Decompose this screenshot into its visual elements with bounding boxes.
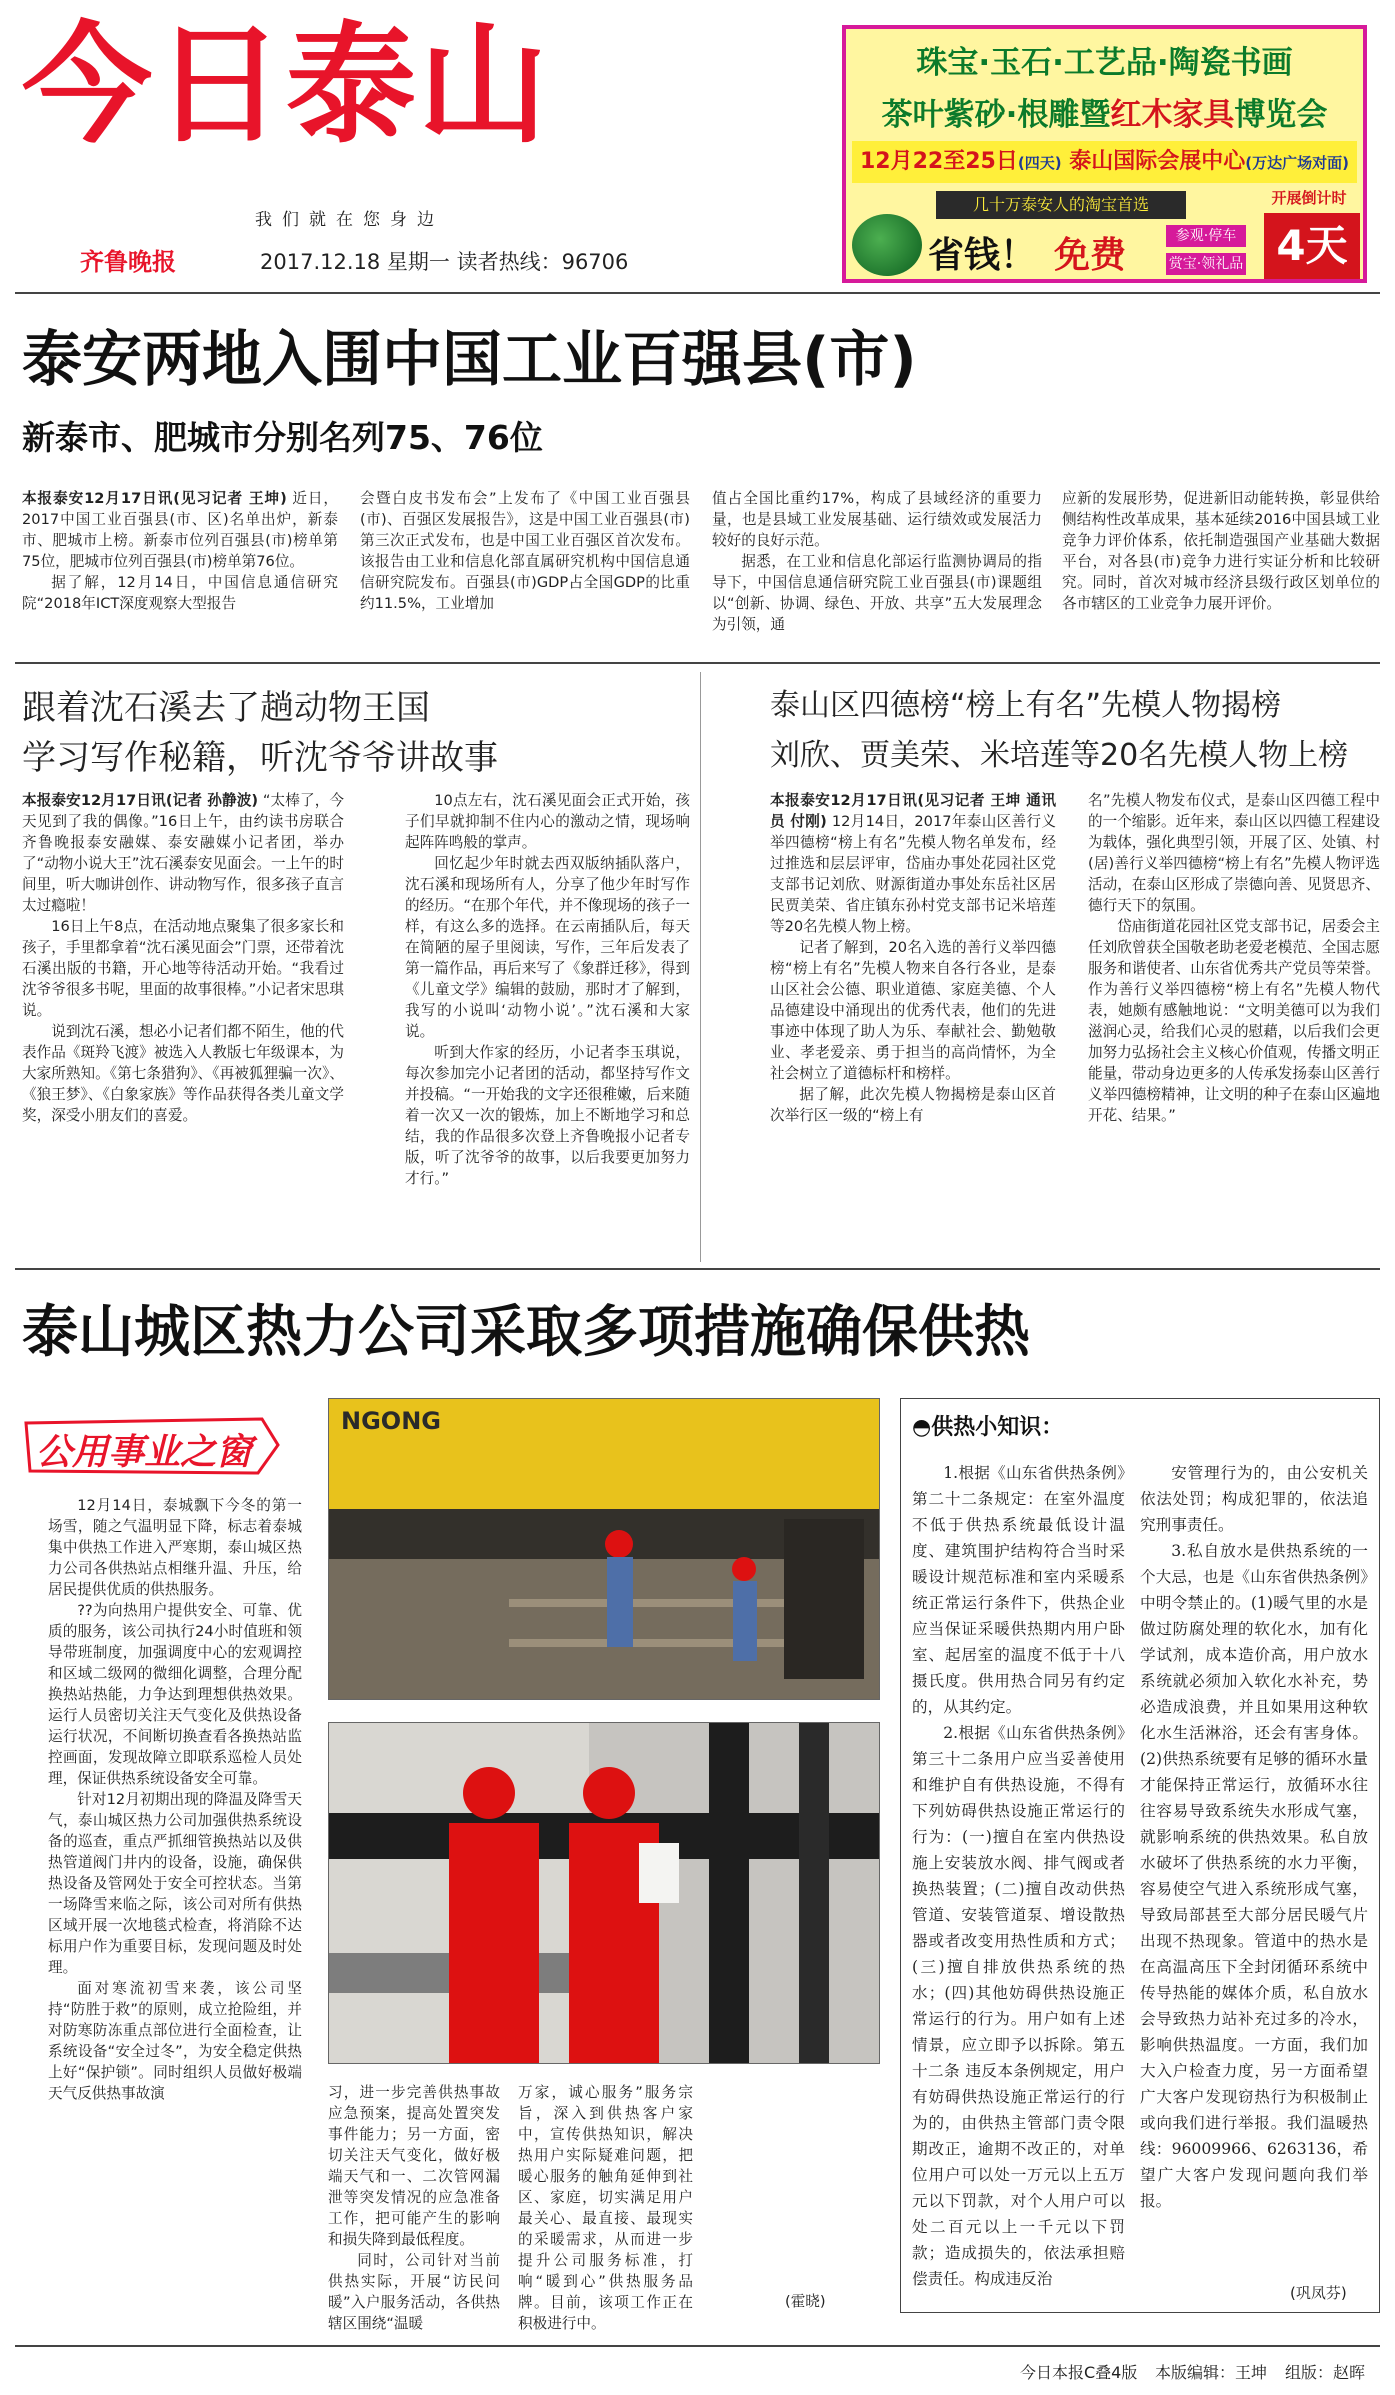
heating-station-photo-1 bbox=[328, 1398, 880, 1700]
ad-date-venue bbox=[852, 141, 1357, 183]
article1-col3 bbox=[712, 488, 1042, 648]
tips-col2 bbox=[1140, 1460, 1368, 2275]
article2-p2: 16日上午8点，在活动地点聚集了很多家长和孩子，手里都拿着“沈石溪见面会”门票，还带着沈石溪出版的书籍，开心地等待活动开始。“我看过沈爷爷很多书呢，里面的故事很棒。”小记者宋思琪说。 bbox=[22, 918, 344, 1019]
ad-perk1: 参观·停车 bbox=[1166, 225, 1246, 247]
pipes-photo-icon bbox=[329, 1723, 879, 2063]
ad-ornament-icon bbox=[852, 214, 922, 276]
ad-line2-c: 博览会 bbox=[1234, 97, 1328, 133]
article1-col3b-text: 据悉，在工业和信息化部运行监测协调局的指导下，中国信息通信研究院工业百强县(市)课题组以“创新、协调、绿色、开放、共享”五大发展理念为引领，通 bbox=[712, 553, 1042, 633]
tips-byline: (巩凤芬) bbox=[1290, 2284, 1347, 2302]
ad-free: 免费 bbox=[1054, 235, 1127, 276]
tip-4: 3.私自放水是供热系统的一个大忌，也是《山东省供热条例》中明令禁止的。(1)暖气里的水是做过防腐处理的软化水，加有化学试剂，成本造价高，用户放水系统就必须加入软化水补充，势必造成浪费，并且如果用这种软化水生活淋浴，还会有害身体。(2)供热系统要有足够的循环水量才能保持正常运行，放循环水往往容易导致系统失水形成气塞，就影响系统的供热效果。私自放水破坏了供热系统的水力平衡，容易使空气进入系统形成气塞，导致局部甚至大部分居民暖气片出现不热现象。管道中的热水是在高温高压下全封闭循环系统中传导热能的媒体介质，私自放水会导致热力站补充过多的冷水，影响供热温度。一方面，我们加大入户检查力度，另一方面希望广大客户发现窃热行为积极制止或向我们进行举报。我们温暖热线：96009966、6263136，希望广大客户发现问题向我们举报。 bbox=[1140, 1542, 1368, 2210]
tips-heading bbox=[912, 1410, 1063, 1441]
article4-col1 bbox=[48, 1495, 302, 2235]
ad-date-sub: (四天) bbox=[1017, 154, 1062, 172]
masthead-brand: 齐鲁晚报 bbox=[80, 247, 176, 276]
masthead-logo: 今日泰山 bbox=[22, 9, 551, 161]
ad-venue-sub: (万达广场对面) bbox=[1245, 154, 1349, 172]
footer-rule bbox=[15, 2345, 1380, 2347]
article3-col1 bbox=[770, 790, 1056, 1260]
article1-col4 bbox=[1062, 488, 1380, 648]
article1-lead: 本报泰安12月17日讯(见习记者 王坤) bbox=[22, 490, 287, 507]
ad-line1: 珠宝·玉石·工艺品·陶瓷书画 bbox=[916, 45, 1293, 81]
masthead-slogan: 我们就在您身边 bbox=[255, 210, 444, 230]
article3-col2 bbox=[1088, 790, 1380, 1260]
article4-p3: 针对12月初期出现的降温及降雪天气，泰山城区热力公司加强供热系统设备的巡查，重点严抓细管换热站以及供热管道阀门井内的设备，设施，确保供热设备及管网处于安全可控状态。当第一场降雪来临之际，该公司对所有供热区域开展一次地毯式检查，将消除不达标用户作为重要目标，发现问题及时处理。 bbox=[48, 1791, 302, 1976]
article1-col2-text: 会暨白皮书发布会”上发布了《中国工业百强县(市)、百强区发展报告》，这是中国工业百强县(市)第三次正式发布，也是中国工业百强区首次发布。该报告由工业和信息化部直属研究机构中国信息通信研究院发布。百强县(市)GDP占全国GDP的比重约11.5%，工业增加 bbox=[360, 490, 690, 612]
ad-countdown-label: 开展倒计时 bbox=[1271, 189, 1347, 207]
ad-date: 12月22至25日 bbox=[860, 149, 1018, 174]
article2-p6: 听到大作家的经历，小记者李玉琪说，每次参加完小记者团的活动，都坚持写作文并投稿。“一开始我的文字还很稚嫩，后来随着一次又一次的锻炼，加上不断地学习和总结，我的作品很多次登上齐鲁晚报小记者专版，听了沈爷爷的故事，以后我要更加努力才行。” bbox=[405, 1044, 690, 1187]
masthead-dateline: 2017.12.18 星期一 读者热线：96706 bbox=[260, 250, 629, 274]
article4-p1: 12月14日，泰城飘下今冬的第一场雪，随之气温明显下降，标志着泰城集中供热工作进入严寒期，泰山城区热力公司各供热站点相继升温、升压，给居民提供优质的供热服务。 bbox=[48, 1497, 302, 1598]
article3-p2: 记者了解到，20名入选的善行义举四德榜“榜上有名”先模人物来自各行各业，是泰山区社会公德、职业道德、家庭美德、个人品德建设中涌现出的优秀代表，他们的先进事迹中体现了助人为乐、奉献社会、勤勉敬业、孝老爱亲、勇于担当的高尚情怀，为全社会树立了道德标杆和榜样。 bbox=[770, 939, 1056, 1082]
article3-title-line2: 刘欣、贾美荣、米培莲等20名先模人物上榜 bbox=[770, 738, 1349, 773]
ad-perk2: 赏宝·领礼品 bbox=[1166, 253, 1246, 275]
article2-p3: 说到沈石溪，想必小记者们都不陌生，他的代表作品《斑羚飞渡》被选入人教版七年级课本，为大家所熟知。《第七条猎狗》、《再被狐狸骗一次》、《狼王梦》、《白象家族》等作品获得各类儿童文学奖，深受小朋友们的喜爱。 bbox=[22, 1023, 344, 1124]
photo-sign-text: NGONG bbox=[341, 1407, 441, 1435]
article3-title-line1: 泰山区四德榜“榜上有名”先模人物揭榜 bbox=[770, 688, 1282, 723]
article2-col2 bbox=[405, 790, 690, 1260]
tips-heading-text: 供热小知识： bbox=[931, 1415, 1064, 1440]
article3-p1: 12月14日，2017年泰山区善行义举四德榜“榜上有名”先模人物名单发布，经过推选和层层评审，岱庙办事处花园社区党支部书记刘欣、财源街道办事处东岳社区居民贾美荣、省庄镇东孙村党支部书记米培莲等20名先模人物上榜。 bbox=[770, 813, 1056, 935]
article1-col3-text: 值占全国比重约17%，构成了县域经济的重要力量，也是县域工业发展基础、运行绩效或发展活力较好的良好示范。 bbox=[712, 490, 1042, 549]
tips-col1 bbox=[912, 1460, 1125, 2300]
footer-layout: 组版：赵晖 bbox=[1285, 2363, 1366, 2382]
heating-station-photo-2 bbox=[328, 1722, 880, 2064]
article1-col2 bbox=[360, 488, 690, 648]
article3-p3: 据了解，此次先模人物揭榜是泰山区首次举行区一级的“榜上有 bbox=[770, 1086, 1056, 1124]
article4-col2 bbox=[328, 2082, 500, 2332]
article4-title: 泰山城区热力公司采取多项措施确保供热 bbox=[22, 1300, 1030, 1365]
article2-col1 bbox=[22, 790, 344, 1260]
article2-title-line1: 跟着沈石溪去了趟动物王国 bbox=[22, 688, 430, 728]
article4-p5: 习，进一步完善供热事故应急预案，提高处置突发事件能力；另一方面，密切关注天气变化，做好极端天气和一、二次管网漏泄等突发情况的应急准备工作，把可能产生的影响和损失降到最低程度。 bbox=[328, 2084, 500, 2248]
article1-col4-text: 应新的发展形势，促进新旧动能转换，彰显供给侧结构性改革成果，基本延续2016中国县域工业竞争力评价体系，依托制造强国产业基础大数据平台，对各县(市)竞争力进行实证分析和比较研究。同时，首次对城市经济县级行政区划单位的各市辖区的工业竞争力展开评价。 bbox=[1062, 490, 1380, 612]
article1-col1 bbox=[22, 488, 338, 648]
ad-venue: 泰山国际会展中心 bbox=[1069, 149, 1246, 174]
article2-p4: 10点左右，沈石溪见面会正式开始，孩子们早就抑制不住内心的激动之情，现场响起阵阵鸣般的掌声。 bbox=[405, 792, 690, 851]
article1-col1b-text: 据了解，12月14日，中国信息通信研究院“2018年ICT深度观察大型报告 bbox=[22, 574, 338, 612]
column-divider bbox=[700, 672, 701, 1262]
tip-2: 2.根据《山东省供热条例》第三十二条用户应当妥善使用和维护自有供热设施，不得有下列妨碍供热设施正常运行的行为：(一)擅自在室内供热设施上安装放水阀、排气阀或者换热装置；(二)擅自改动供热管道、安装管道泵、增设散热器或者改变用热性质和方式；(三)擅自排放供热系统的热水；(四)其他妨碍供热设施正常运行的行为。用户如有上述情景，应立即予以拆除。第五十二条 违反本条例规定，用户有妨碍供热设施正常运行的行为的，由供热主管部门责令限期改正，逾期不改正的，对单位用户可以处一万元以上五万元以下罚款，对个人用户可以处二百元以上一千元以下罚款；造成损失的，依法承担赔偿责任。构成违反治 bbox=[912, 1724, 1125, 2288]
article4-p7: 万家，诚心服务”服务宗旨，深入到供热客户家中，宣传供热知识，解决热用户实际疑难问题，把暖心服务的触角延伸到社区、家庭，切实满足用户最关心、最直接、最现实的采暖需求，从而进一步提升公司服务标准，打响“暖到心”供热服务品牌。目前，该项工作正在积极进行中。 bbox=[518, 2084, 693, 2332]
article4-p6: 同时，公司针对当前供热实际，开展“访民问暖”入户服务活动，各供热辖区围绕“温暖 bbox=[328, 2252, 500, 2332]
divider bbox=[15, 662, 1380, 664]
article1-subtitle: 新泰市、肥城市分别名列75、76位 bbox=[22, 418, 543, 457]
boiler-photo-icon bbox=[329, 1399, 879, 1699]
article4-byline: (霍晓) bbox=[785, 2293, 826, 2310]
article2-lead: 本报泰安12月17日讯(记者 孙静波) bbox=[22, 792, 259, 809]
ad-line2-highlight: 红木家具 bbox=[1110, 97, 1235, 133]
footer-page: 今日本报C叠4版 bbox=[1020, 2363, 1138, 2382]
ad-save: 省钱！ bbox=[928, 235, 1037, 276]
article3-lead: 本报泰安12月17日讯(见习记者 王坤 通讯员 付刚) bbox=[770, 792, 1056, 830]
ad-line2-a: 茶叶紫砂·根雕暨 bbox=[881, 97, 1111, 133]
tip-1: 1.根据《山东省供热条例》第二十二条规定：在室外温度不低于供热系统最低设计温度、建筑围护结构符合当时采暖设计规范标准和室内采暖系统正常运行条件下，供热企业应当保证采暖供热期内用户卧室、起居室的温度不低于十八摄氏度。供用热合同另有约定的，从其约定。 bbox=[912, 1464, 1125, 1716]
ad-tagline: 几十万泰安人的淘宝首选 bbox=[936, 191, 1186, 219]
article4-p2: ??为向热用户提供安全、可靠、优质的服务，该公司执行24小时值班和领导带班制度，加强调度中心的宏观调控和区域二级网的微细化调整，合理分配换热站热能，力争达到理想供热效果。运行人员密切关注天气变化及供热设备运行状况，不间断切换查看各换热站监控画面，发现故障立即联系巡检人员处理，保证供热系统设备安全可靠。 bbox=[48, 1602, 302, 1787]
article4-p4: 面对寒流初雪来袭，该公司坚持“防胜于救”的原则，成立抢险组，并对防寒防冻重点部位进行全面检查，让系统设备“安全过冬”，为安全稳定供热上好“保护锁”。同时组织人员做好极端天气反供热事故演 bbox=[48, 1980, 302, 2102]
divider bbox=[15, 1268, 1380, 1270]
ad-countdown-value: 4天 bbox=[1264, 213, 1360, 279]
article1-col1-text: 近日，2017中国工业百强县(市、区)名单出炉，新泰市、肥城市上榜。新泰市位列百强县(市)榜单第75位，肥城市位列百强县(市)榜单第76位。 bbox=[22, 490, 339, 570]
circle-bullet-icon: ◓ bbox=[912, 1415, 932, 1440]
ad-line2 bbox=[846, 89, 1363, 134]
article2-p1: “太棒了，今天见到了我的偶像。”16日上午，由约读书房联合齐鲁晚报泰安融媒、泰安融媒小记者团，举办了“动物小说大王”沈石溪泰安见面会。一上午的时间里，听大咖讲创作、讲动物写作，很多孩子直言太过瘾啦！ bbox=[22, 792, 345, 914]
tip-3-continued: 安管理行为的，由公安机关依法处罚；构成犯罪的，依法追究刑事责任。 bbox=[1140, 1464, 1368, 1534]
article3-p5: 岱庙街道花园社区党支部书记，居委会主任刘欣曾获全国敬老助老爱老模范、全国志愿服务和谐使者、山东省优秀共产党员等荣誉。作为善行义举四德榜“榜上有名”先模人物代表，她颇有感触地说：“文明美德可以为我们滋润心灵，给我们心灵的慰藉，以后我们会更加努力弘扬社会主义核心价值观，传播文明正能量，带动身边更多的人传承发扬泰山区善行义举四德榜精神，让文明的种子在泰山区遍地开花、结果。” bbox=[1088, 918, 1380, 1124]
footer-editor: 本版编辑：王坤 bbox=[1155, 2363, 1268, 2382]
article2-p5: 回忆起少年时就去西双版纳插队落户，沈石溪和现场所有人，分享了他少年时写作的经历。“在那个年代，并不像现场的孩子一样，有这么多的选择。在云南插队后，每天在简陋的屋子里阅读，写作，三年后发表了第一篇作品，再后来写了《象群迁移》，得到《儿童文学》编辑的鼓励，那时才了解到，我写的小说叫‘动物小说’。”沈石溪和大家说。 bbox=[405, 855, 690, 1040]
expo-advertisement bbox=[842, 25, 1367, 283]
article4-col3 bbox=[518, 2082, 693, 2332]
public-utility-badge-text: 公用事业之窗 bbox=[36, 1432, 253, 1473]
article1-title: 泰安两地入围中国工业百强县(市) bbox=[22, 325, 917, 395]
article3-p4: 名”先模人物发布仪式，是泰山区四德工程中的一个缩影。近年来，泰山区以四德工程建设为载体，强化典型引领，开展了区、处镇、村(居)善行义举四德榜“榜上有名”先模人物评选活动，在泰山区形成了崇德向善、见贤思齐、德行天下的氛围。 bbox=[1088, 792, 1380, 914]
article2-title-line2: 学习写作秘籍，听沈爷爷讲故事 bbox=[22, 738, 498, 778]
divider bbox=[15, 292, 1380, 294]
